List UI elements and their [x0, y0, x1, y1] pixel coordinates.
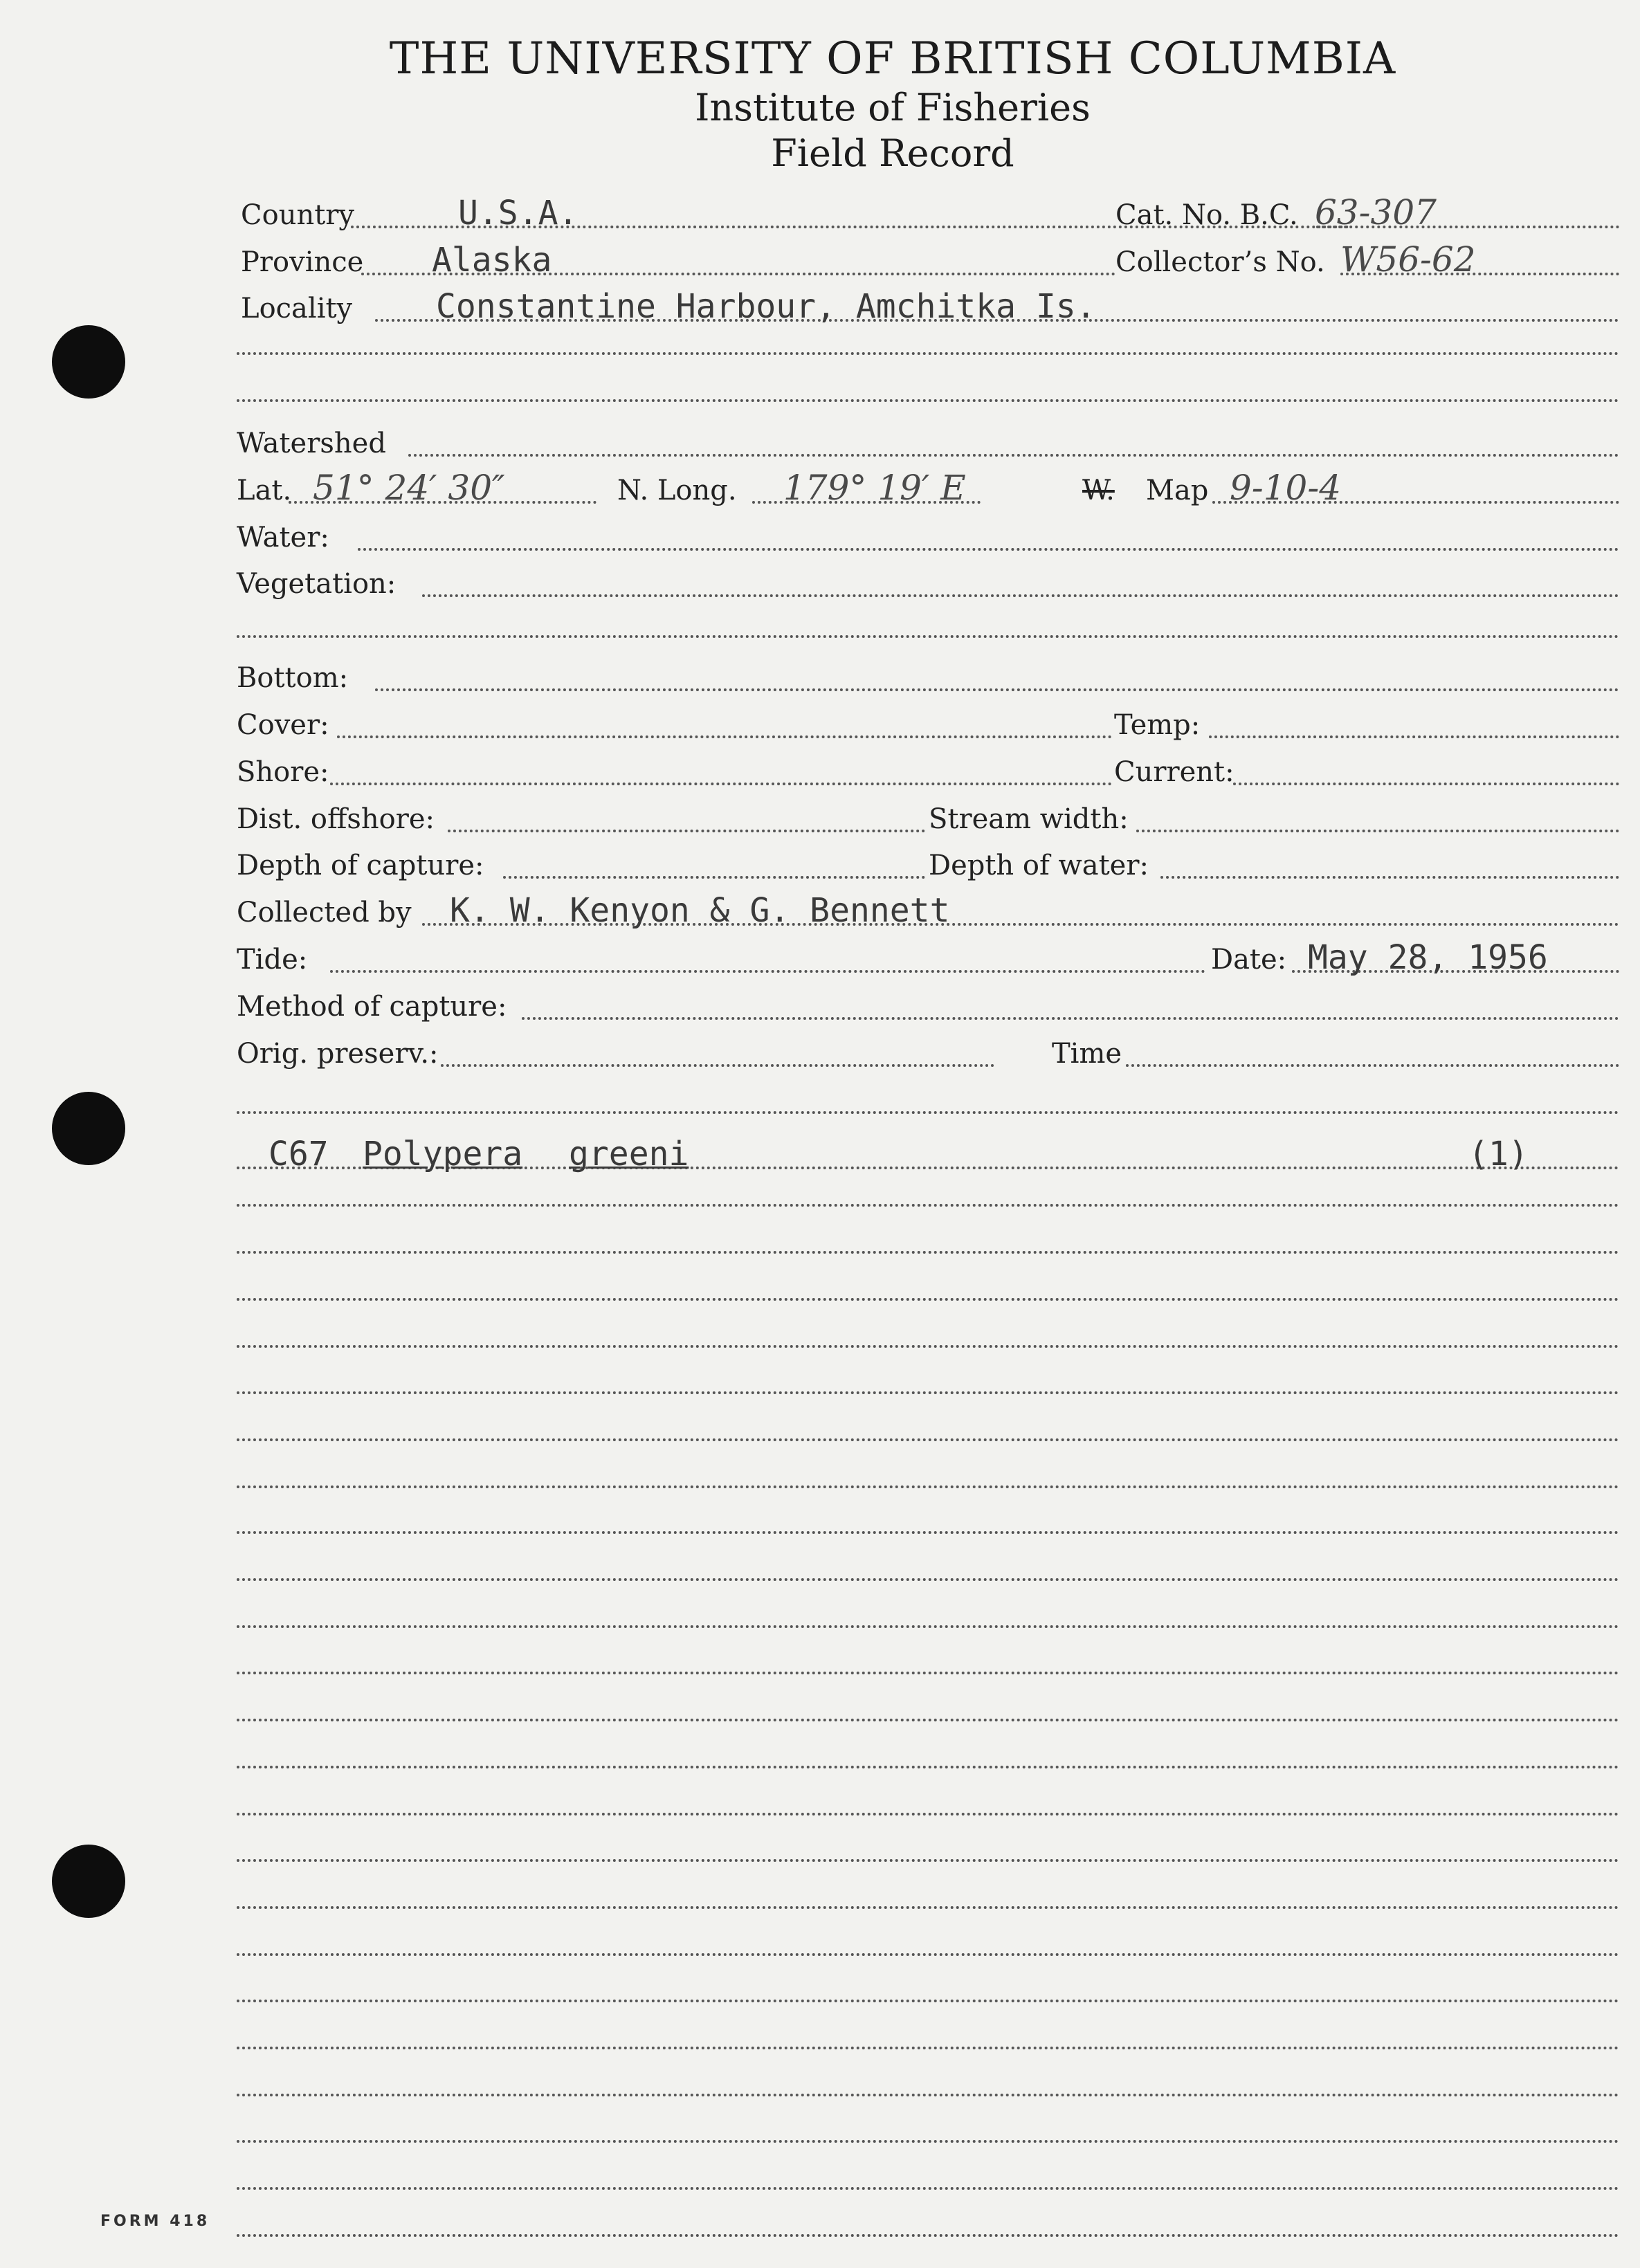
- lat-value: 51° 24′ 30″: [313, 468, 505, 508]
- bottom-label: Bottom:: [237, 662, 349, 694]
- country-value: U.S.A.: [458, 194, 578, 232]
- row-province: [237, 234, 1619, 282]
- time-label: Time: [1052, 1038, 1122, 1070]
- depth-capture-label: Depth of capture:: [237, 850, 484, 881]
- row-cover: [237, 697, 1619, 745]
- blank-line: [237, 1111, 1619, 1114]
- blank-line: [237, 1953, 1619, 1956]
- row-dist-offshore: [237, 791, 1619, 839]
- row-water: [237, 509, 1619, 558]
- province-value: Alaska: [432, 241, 552, 280]
- row-depth: [237, 837, 1619, 886]
- blank-line: [237, 2140, 1619, 2143]
- long-value: 179° 19′ E: [783, 468, 966, 508]
- long-label: N. Long.: [617, 475, 737, 506]
- row-shore: [237, 744, 1619, 792]
- university-title: THE UNIVERSITY OF BRITISH COLUMBIA: [389, 33, 1396, 84]
- blank-line: [237, 1298, 1619, 1301]
- blank-line: [237, 1531, 1619, 1534]
- blank-line: [237, 2094, 1619, 2096]
- watershed-label: Watershed: [237, 428, 386, 459]
- blank-line: [237, 1672, 1619, 1674]
- record-type-title: Field Record: [771, 131, 1014, 175]
- west-struck: W.: [1082, 475, 1115, 506]
- blank-line: [237, 1625, 1619, 1628]
- specimen-code: C67: [268, 1135, 329, 1173]
- row-orig-preserv: [237, 1025, 1619, 1074]
- blank-line: [237, 1578, 1619, 1581]
- punch-hole-top: [52, 325, 125, 399]
- tide-label: Tide:: [237, 944, 308, 976]
- date-value: May 28, 1956: [1308, 938, 1548, 977]
- punch-hole-bottom: [52, 1845, 125, 1918]
- vegetation-label: Vegetation:: [237, 568, 397, 600]
- blank-line: [237, 2000, 1619, 2002]
- row-collected-by: [237, 884, 1619, 933]
- cat-no-label: Cat. No. B.C.: [1115, 199, 1298, 231]
- specimen-species: greeni: [569, 1135, 689, 1173]
- date-label: Date:: [1211, 944, 1287, 976]
- water-label: Water:: [237, 522, 329, 554]
- collector-no-value: W56-62: [1340, 239, 1476, 280]
- blank-line: [237, 2047, 1619, 2049]
- blank-line: [237, 352, 1619, 355]
- locality-value: Constantine Harbour, Amchitka Is.: [436, 287, 1096, 326]
- current-label: Current:: [1114, 756, 1234, 788]
- province-label: Province: [241, 246, 364, 278]
- blank-line: [237, 1204, 1619, 1207]
- cat-no-value: 63-307: [1315, 192, 1437, 232]
- form-number: FORM 418: [100, 2213, 210, 2230]
- row-locality: [237, 280, 1619, 329]
- map-value: 9-10-4: [1230, 468, 1342, 508]
- orig-preserv-label: Orig. preserv.:: [237, 1038, 439, 1070]
- blank-line: [237, 1813, 1619, 1816]
- blank-line: [237, 1391, 1619, 1394]
- blank-line: [237, 1251, 1619, 1254]
- map-label: Map: [1146, 475, 1209, 506]
- specimen-count: (1): [1468, 1135, 1529, 1173]
- shore-label: Shore:: [237, 756, 329, 788]
- depth-water-label: Depth of water:: [929, 850, 1149, 881]
- collected-by-label: Collected by: [237, 897, 412, 929]
- blank-line: [237, 2187, 1619, 2190]
- stream-width-label: Stream width:: [929, 803, 1129, 835]
- blank-line: [237, 1345, 1619, 1348]
- punch-hole-middle: [52, 1092, 125, 1165]
- blank-line: [237, 2234, 1619, 2237]
- row-method: [237, 978, 1619, 1027]
- row-tide: [237, 931, 1619, 980]
- blank-line: [237, 399, 1619, 402]
- dist-offshore-label: Dist. offshore:: [237, 803, 435, 835]
- collected-by-value: K. W. Kenyon & G. Bennett: [450, 891, 950, 930]
- row-country: [237, 187, 1619, 235]
- blank-line: [237, 635, 1619, 638]
- row-watershed: [237, 415, 1619, 464]
- lat-label: Lat.: [237, 475, 292, 506]
- row-bottom: [237, 650, 1619, 698]
- blank-line: [237, 1438, 1619, 1441]
- specimen-genus: Polypera: [363, 1135, 523, 1173]
- blank-line: [237, 1906, 1619, 1909]
- method-label: Method of capture:: [237, 991, 507, 1023]
- row-vegetation: [237, 556, 1619, 604]
- collector-no-label: Collector’s No.: [1115, 246, 1325, 278]
- row-coordinates: [237, 462, 1619, 511]
- country-label: Country: [241, 199, 355, 231]
- institute-subtitle: Institute of Fisheries: [695, 86, 1091, 129]
- locality-label: Locality: [241, 293, 353, 324]
- blank-line: [237, 1766, 1619, 1768]
- specimen-entry: [237, 1128, 1619, 1176]
- temp-label: Temp:: [1114, 709, 1201, 741]
- blank-line: [237, 1485, 1619, 1488]
- cover-label: Cover:: [237, 709, 329, 741]
- blank-line: [237, 1719, 1619, 1721]
- blank-line: [237, 1859, 1619, 1862]
